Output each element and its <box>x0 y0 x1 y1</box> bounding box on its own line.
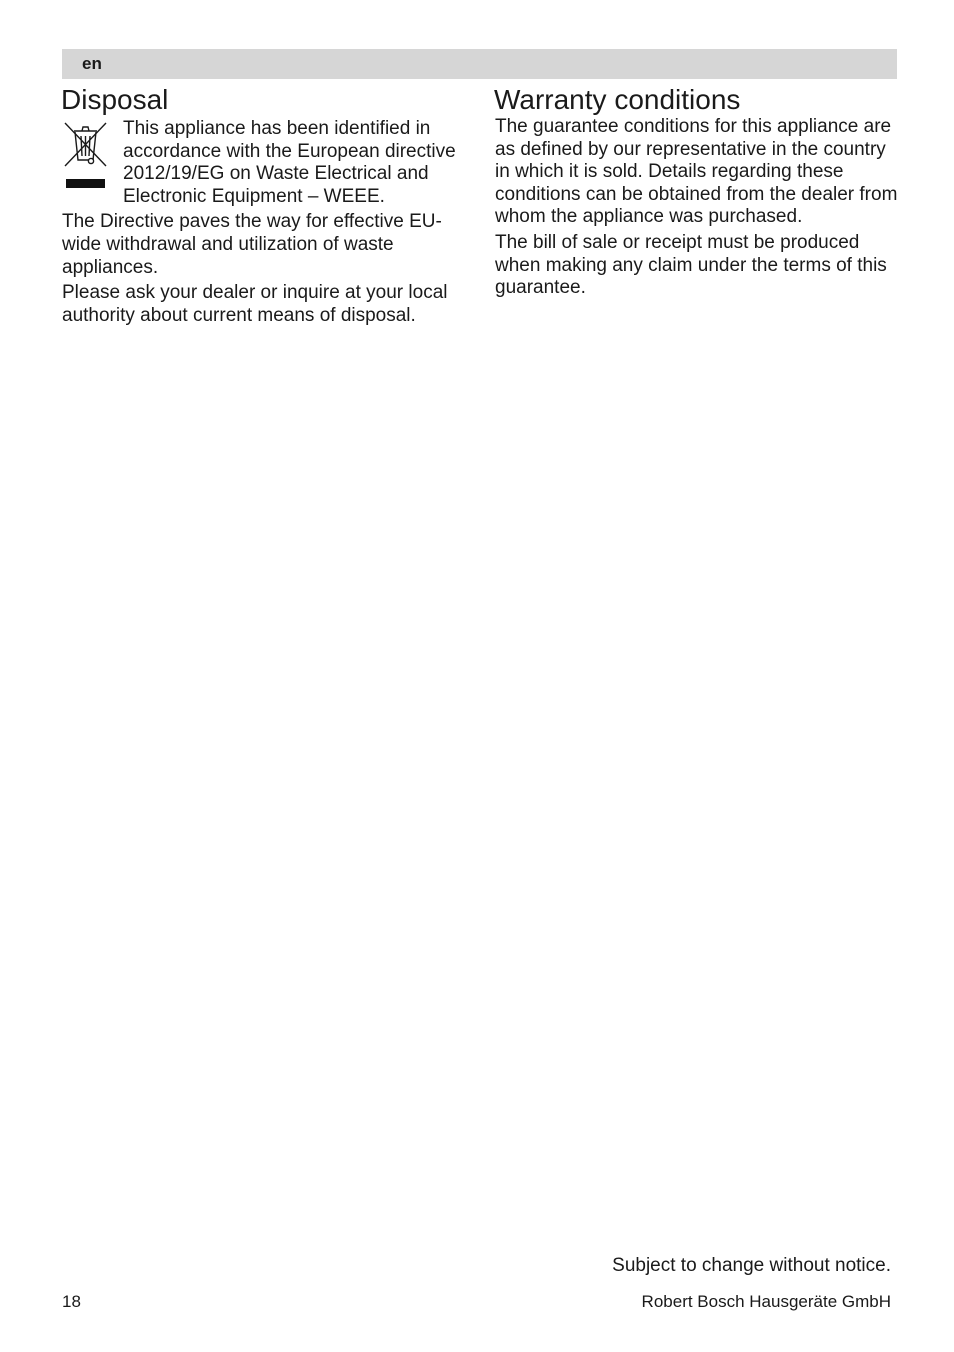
disposal-heading: Disposal <box>61 84 169 115</box>
disposal-intro-text: This appliance has been identified in accordance with the European directive 2012/19/EG on Waste Electrical and Electronic Equipment – WEEE. <box>123 118 456 207</box>
disposal-paragraph: Please ask your dealer or inquire at your local authority about current means of disposal. <box>62 282 448 326</box>
page-number: 18 <box>62 1292 81 1311</box>
warranty-heading: Warranty conditions <box>494 84 741 115</box>
company-name: Robert Bosch Hausgeräte GmbH <box>641 1292 891 1311</box>
language-bar <box>62 49 897 79</box>
disposal-section <box>62 118 467 330</box>
warranty-section <box>495 116 900 303</box>
disposal-intro <box>62 118 467 211</box>
language-code: en <box>82 54 102 73</box>
warranty-paragraph: The bill of sale or receipt must be produced when making any claim under the terms of this guarantee. <box>495 231 887 299</box>
warranty-paragraph: The guarantee conditions for this appliance are as defined by our representative in the country in which it is sold. Details regarding these conditions can be obtained from the dealer from whom the appliance was purchased. <box>495 116 898 228</box>
disposal-paragraph: The Directive paves the way for effective EU-wide withdrawal and utilization of waste appliances. <box>62 211 442 278</box>
change-notice: Subject to change without notice. <box>612 1255 891 1276</box>
weee-crossed-out-bin-icon <box>62 120 123 195</box>
